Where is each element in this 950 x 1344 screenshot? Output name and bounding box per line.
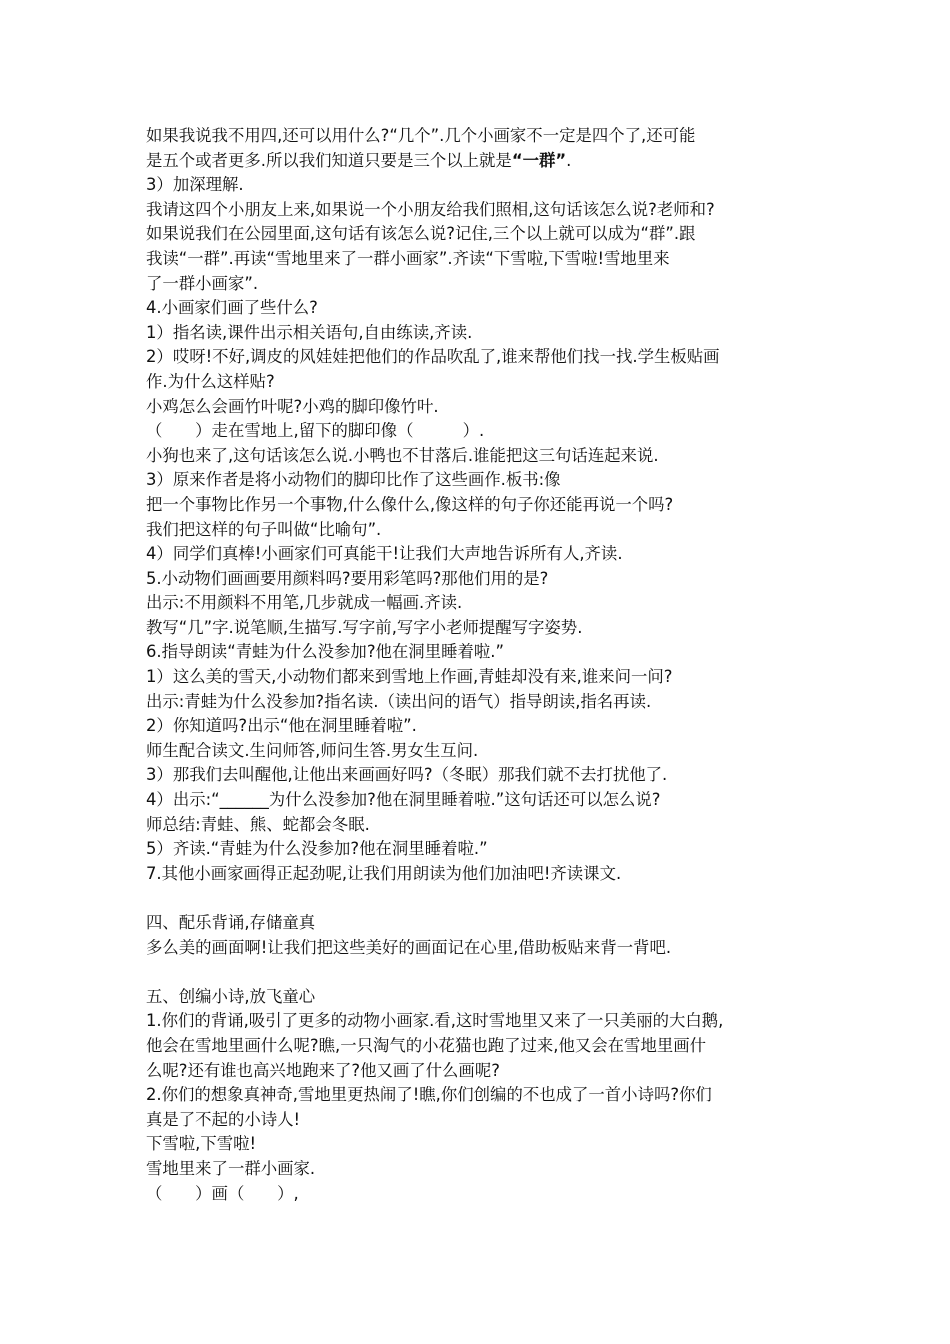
text-line: 4.小画家们画了些什么? [146, 298, 318, 318]
text-line: 3）加深理解. [146, 175, 244, 195]
text-line: 多么美的画面啊!让我们把这些美好的画面记在心里,借助板贴来背一背吧. [146, 937, 672, 957]
text-line: 出示:青蛙为什么没参加?指名读.（读出问的语气）指导朗读,指名再读. [146, 691, 652, 711]
document-body [146, 124, 806, 1206]
text-run: . [566, 150, 572, 170]
text-line: 4）出示:“______为什么没参加?他在洞里睡着啦.”这句话还可以怎么说? [146, 790, 661, 810]
text-line: 3）原来作者是将小动物们的脚印比作了这些画作.板书:像 [146, 470, 561, 490]
text-line: 作.为什么这样贴? [146, 371, 275, 391]
text-line: 教写“几”字.说笔顺,生描写.写字前,写字小老师提醒写字姿势. [146, 617, 583, 637]
blank-line [146, 960, 806, 985]
text-line: 1.你们的背诵,吸引了更多的动物小画家.看,这时雪地里又来了一只美丽的大白鹅, [146, 1011, 724, 1031]
text-line: 四、配乐背诵,存储童真 [146, 913, 316, 932]
text-line: 1）指名读,课件出示相关语句,自由练读,齐读. [146, 322, 473, 342]
text-line: （ ）走在雪地上,留下的脚印像（ ）. [146, 421, 485, 441]
text-line: 么呢?还有谁也高兴地跑来了?他又画了什么画呢? [146, 1060, 500, 1080]
text-line: 了一群小画家”. [146, 273, 259, 293]
text-line: 如果说我们在公园里面,这句话有该怎么说?记住,三个以上就可以成为“群”.跟 [146, 224, 696, 244]
text-line: 1）这么美的雪天,小动物们都来到雪地上作画,青蛙却没有来,谁来问一问? [146, 667, 673, 687]
text-line: 2）哎呀!不好,调皮的风娃娃把他们的作品吹乱了,谁来帮他们找一找.学生板贴画 [146, 347, 720, 367]
text-run: 如果我说我不用四,还可以用什么?“几个”.几个小画家不一定是四个了,还可能 [146, 126, 696, 145]
blank-line [146, 886, 806, 911]
text-line: 小鸡怎么会画竹叶呢?小鸡的脚印像竹叶. [146, 396, 439, 416]
text-line: 7.其他小画家画得正起劲呢,让我们用朗读为他们加油吧!齐读课文. [146, 863, 622, 883]
text-line: 我读“一群”.再读“雪地里来了一群小画家”.齐读“下雪啦,下雪啦!雪地里来 [146, 248, 670, 268]
text-line: （ ）画（ ）, [146, 1183, 299, 1203]
text-line: 真是了不起的小诗人! [146, 1109, 301, 1129]
text-line: 出示:不用颜料不用笔,几步就成一幅画.齐读. [146, 593, 463, 613]
text-line: 5）齐读.“青蛙为什么没参加?他在洞里睡着啦.” [146, 839, 488, 859]
text-line: 师总结:青蛙、熊、蛇都会冬眠. [146, 814, 370, 834]
text-line: 五、创编小诗,放飞童心 [146, 986, 316, 1006]
text-line: 4）同学们真棒!小画家们可真能干!让我们大声地告诉所有人,齐读. [146, 544, 623, 564]
text-line: 师生配合读文.生问师答,师问生答.男女生互问. [146, 740, 479, 760]
text-line: 5.小动物们画画要用颜料吗?要用彩笔吗?那他们用的是? [146, 568, 549, 588]
text-line: 小狗也来了,这句话该怎么说.小鸭也不甘落后.谁能把这三句话连起来说. [146, 445, 659, 465]
bold-text: “一群” [511, 150, 567, 170]
text-line: 2）你知道吗?出示“他在洞里睡着啦”. [146, 716, 417, 736]
text-line: 3）那我们去叫醒他,让他出来画画好吗?（冬眠）那我们就不去打扰他了. [146, 765, 668, 785]
text-line [146, 124, 806, 149]
text-line: 下雪啦,下雪啦! [146, 1134, 257, 1154]
text-line: 6.指导朗读“青蛙为什么没参加?他在洞里睡着啦.” [146, 642, 504, 662]
text-line: 雪地里来了一群小画家. [146, 1158, 316, 1178]
text-line: 把一个事物比作另一个事物,什么像什么,像这样的句子你还能再说一个吗? [146, 494, 674, 514]
text-line [146, 149, 806, 174]
text-line: 我请这四个小朋友上来,如果说一个小朋友给我们照相,这句话该怎么说?老师和? [146, 199, 715, 219]
text-line: 我们把这样的句子叫做“比喻句”. [146, 519, 382, 539]
text-line: 2.你们的想象真神奇,雪地里更热闹了!瞧,你们创编的不也成了一首小诗吗?你们 [146, 1085, 712, 1105]
text-run: 是五个或者更多.所以我们知道只要是三个以上就是 [146, 150, 512, 170]
text-line: 他会在雪地里画什么呢?瞧,一只淘气的小花猫也跑了过来,他又会在雪地里画什 [146, 1035, 707, 1055]
